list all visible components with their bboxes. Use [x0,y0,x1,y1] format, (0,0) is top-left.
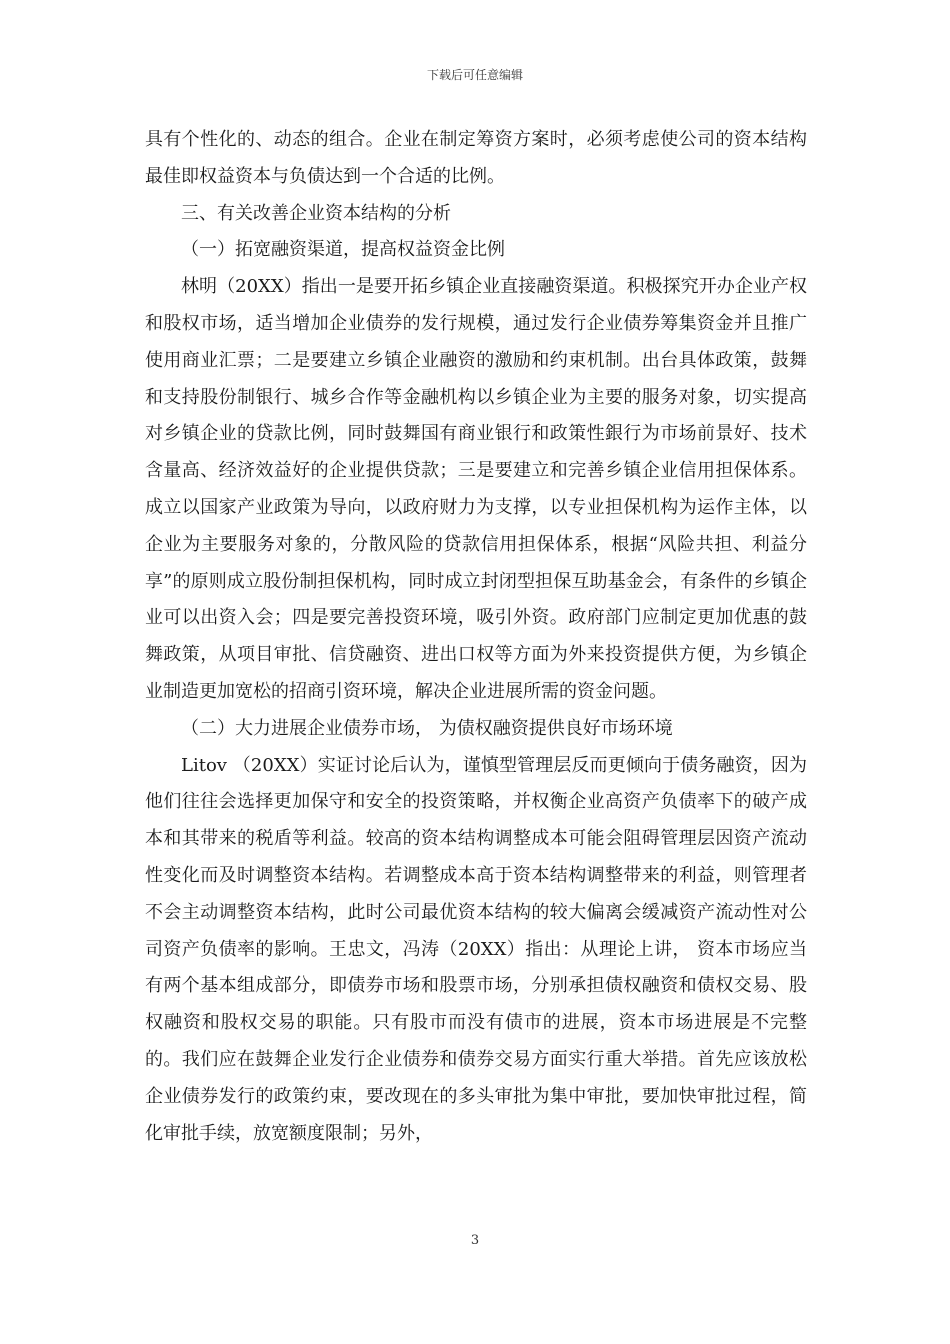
subsection-heading-1: （一）拓宽融资渠道，提高权益资金比例 [181,239,505,261]
subsection-heading-2: （二）大力进展企业债券市场， 为债权融资提供良好市场环境 [181,717,673,739]
document-body [145,122,807,1152]
paragraph-2: Litov （20XX）实证讨论后认为，谨慎型管理层反而更倾向于债务融资，因为他们往往会选择更加保守和安全的投资策略，并权衡企业高资产负债率下的破产成本和其带来的税盾等利益。较高的资本结构调整成本可能会阻碍管理层因资产流动性变化而及时调整资本结构。若调整成本高于资本结构调整带来的利益，则管理者不会主动调整资本结构，此时公司最优资本结构的较大偏离会缓减资产流动性对公司资产负债率的影响。王忠文，冯涛（20XX）指出：从理论上讲， 资本市场应当有两个基本组成部分，即债券市场和股票市场，分别承担债权融资和债权交易、股权融资和股权交易的职能。只有股市而没有债市的进展，资本市场进展是不完整的。我们应在鼓舞企业发行企业债券和债券交易方面实行重大举措。首先应该放松企业债券发行的政策约束，要改现在的多头审批为集中审批，要加快审批过程，简化审批手续，放宽额度限制；另外， [145,754,807,1144]
section-heading: 三、有关改善企业资本结构的分析 [181,202,451,224]
paragraph-continuation: 具有个性化的、动态的组合。企业在制定筹资方案时，必须考虑使公司的资本结构最佳即权益资本与负债达到一个合适的比例。 [145,129,807,187]
page-number: 3 [470,1233,480,1248]
paragraph-1: 林明（20XX）指出一是要开拓乡镇企业直接融资渠道。积极探究开办企业产权和股权市场，适当增加企业债券的发行规模，通过发行企业债券筹集资金并且推广使用商业汇票；二是要建立乡镇企业融资的激励和约束机制。出台具体政策，鼓舞和支持股份制银行、城乡合作等金融机构以乡镇企业为主要的服务对象，切实提高对乡镇企业的贷款比例，同时鼓舞国有商业银行和政策性銀行为市场前景好、技术含量高、经济效益好的企业提供贷款；三是要建立和完善乡镇企业信用担保体系。成立以国家产业政策为导向，以政府财力为支撑，以专业担保机构为运作主体，以企业为主要服务对象的，分散风险的贷款信用担保体系，根据“风险共担、利益分享”的原则成立股份制担保机构，同时成立封闭型担保互助基金会，有条件的乡镇企业可以出资入会；四是要完善投资环境，吸引外资。政府部门应制定更加优惠的鼓舞政策，从项目审批、信贷融资、进出口权等方面为外来投资提供方便，为乡镇企业制造更加宽松的招商引资环境，解决企业进展所需的资金问题。 [145,276,807,702]
page-header: 下载后可任意编辑 [426,68,523,82]
